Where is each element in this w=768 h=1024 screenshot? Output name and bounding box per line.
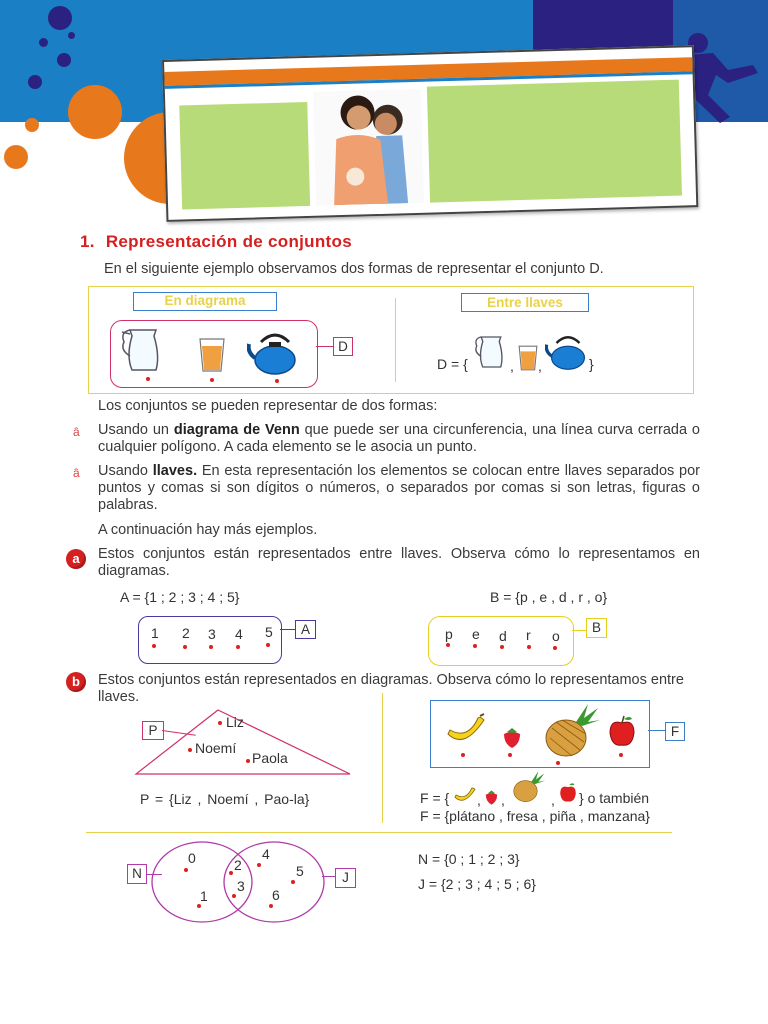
decor-circle [68, 85, 122, 139]
element-point [257, 863, 261, 867]
set-f-suffix: } o también [579, 790, 650, 806]
element-point [152, 644, 156, 648]
set-b-element: e [472, 626, 480, 642]
bullet-marker: â [73, 425, 80, 439]
set-p-element: Noemí [195, 740, 237, 756]
pineapple-icon [542, 702, 602, 760]
set-a-element: 2 [182, 625, 190, 641]
set-b-element: d [499, 628, 507, 644]
element-point [184, 868, 188, 872]
label-entre-llaves: Entre llaves [461, 293, 589, 312]
element-point [619, 753, 623, 757]
set-a-element: 4 [235, 626, 243, 642]
set-j-expression: J = {2 ; 3 ; 4 ; 5 ; 6} [418, 876, 536, 892]
apple-icon [608, 715, 636, 749]
set-b-element: p [445, 626, 453, 642]
set-p-tag: P [142, 721, 164, 740]
set-f-braces-line [420, 790, 449, 806]
forms-intro: Los conjuntos se pueden representar de dos formas: [98, 398, 438, 414]
set-a-element: 3 [208, 626, 216, 642]
set-f-prefix: F = { [420, 790, 450, 806]
set-a-expression: A = {1 ; 2 ; 3 ; 4 ; 5} [120, 589, 240, 605]
bullet-marker: â [73, 466, 80, 480]
label-en-diagrama: En diagrama [133, 292, 277, 311]
set-p-element: Liz [226, 714, 244, 730]
kettle-icon [247, 330, 303, 376]
children-photo [313, 89, 424, 206]
photo-banner [162, 45, 698, 222]
apple-small-icon [558, 782, 578, 804]
comma: , [501, 792, 505, 808]
set-j-connector [322, 876, 336, 877]
element-point [188, 748, 192, 752]
element-point [210, 378, 214, 382]
decor-circle [57, 53, 71, 67]
set-n-expression: N = {0 ; 1 ; 2 ; 3} [418, 851, 520, 867]
set-p-expression: P = {Liz , Noemí , Pao-la} [140, 791, 310, 807]
section-title: Representación de conjuntos [105, 232, 352, 251]
closing-brace: } [589, 356, 594, 372]
decor-circle [25, 118, 39, 132]
set-p-element: Paola [252, 750, 288, 766]
comma: , [510, 358, 514, 374]
element-point [556, 761, 560, 765]
part-b-text: Estos conjuntos están representados en diagramas. Observa cómo lo representamos entre llaves. [98, 672, 684, 705]
set-d-tag: D [333, 337, 353, 356]
element-point [500, 645, 504, 649]
decor-circle [39, 38, 48, 47]
set-j-tag: J [335, 868, 356, 888]
set-a-connector [280, 629, 296, 630]
element-point [183, 645, 187, 649]
set-f-words-expression: F = {plátano , fresa , piña , manzana} [420, 808, 650, 824]
venn-element: 1 [200, 888, 208, 904]
element-point [275, 379, 279, 383]
element-point [209, 645, 213, 649]
venn-element: 5 [296, 863, 304, 879]
set-d-prefix: D = { [437, 356, 468, 372]
kettle-small-icon [545, 333, 591, 371]
part-a-text: Estos conjuntos están representados entre llaves. Observa cómo lo representamos en diagramas. [98, 546, 700, 579]
element-point [146, 377, 150, 381]
venn-element: 0 [188, 850, 196, 866]
element-point [232, 894, 236, 898]
venn-element: 6 [272, 887, 280, 903]
element-point [527, 645, 531, 649]
element-point [508, 753, 512, 757]
venn-element: 2 [234, 857, 242, 873]
set-n-tag: N [127, 864, 147, 884]
decor-circle [68, 32, 75, 39]
element-point [236, 645, 240, 649]
element-point [553, 646, 557, 650]
pineapple-small-icon [507, 770, 551, 804]
decor-circle [48, 6, 72, 30]
venn-element: 4 [262, 846, 270, 862]
element-point [473, 644, 477, 648]
comma: , [477, 792, 481, 808]
comma: , [538, 358, 542, 374]
section-separator [86, 832, 672, 833]
set-b-expression: B = {p , e , d , r , o} [490, 589, 608, 605]
glass-small-icon [516, 344, 540, 372]
bullet-venn: Usando un diagrama de Venn que puede ser una circunferencia, una línea curva cerrada o cualquier polígono. A cada elemento se le asocia un punto. [98, 422, 700, 455]
set-b-tag: B [586, 618, 607, 638]
set-n-connector [146, 874, 162, 875]
set-b-element: o [552, 628, 560, 644]
element-point [229, 871, 233, 875]
set-d-braces-expression [437, 356, 468, 372]
banner-green-right [427, 80, 682, 203]
set-a-element: 5 [265, 624, 273, 640]
set-f-tag: F [665, 722, 685, 741]
section-heading [80, 232, 352, 252]
element-point [291, 880, 295, 884]
example-divider [395, 298, 396, 382]
element-point [197, 904, 201, 908]
element-point [218, 721, 222, 725]
intro-text: En el siguiente ejemplo observamos dos formas de representar el conjunto D. [104, 261, 604, 277]
badge-a: a [66, 549, 86, 569]
pitcher-small-icon [472, 334, 510, 370]
element-point [269, 904, 273, 908]
element-point [266, 643, 270, 647]
banner-green-left [179, 102, 310, 210]
venn-element: 3 [237, 878, 245, 894]
section-number: 1. [80, 232, 95, 251]
set-b-element: r [526, 627, 531, 643]
strawberry-icon [500, 726, 524, 750]
element-point [461, 753, 465, 757]
part-b-divider [382, 693, 383, 823]
set-b-connector [572, 630, 586, 631]
element-point [246, 759, 250, 763]
set-d-connector [316, 346, 334, 347]
more-examples: A continuación hay más ejemplos. [98, 522, 318, 538]
set-a-element: 1 [151, 625, 159, 641]
banana-icon [444, 712, 488, 748]
decor-circle [4, 145, 28, 169]
strawberry-small-icon [483, 789, 500, 806]
comma: , [551, 792, 555, 808]
element-point [446, 643, 450, 647]
set-a-tag: A [295, 620, 316, 639]
pitcher-icon [118, 326, 168, 374]
decor-circle [28, 75, 42, 89]
glass-icon [197, 336, 227, 374]
badge-b: b [66, 672, 86, 692]
banana-small-icon [452, 785, 478, 805]
bullet-llaves: Usando llaves. En esta representación los elementos se colocan entre llaves separados por puntos y comas si son dígitos o números, o separados por comas si son letras, figuras o palabras. [98, 463, 700, 513]
set-f-connector [648, 730, 666, 731]
